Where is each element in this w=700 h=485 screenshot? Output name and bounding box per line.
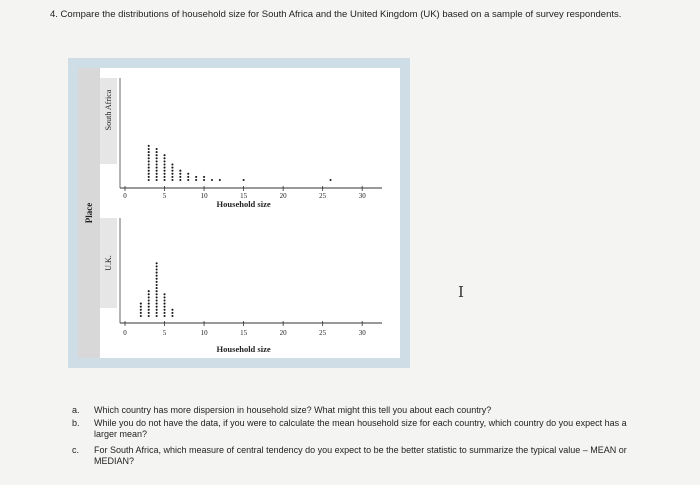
data-dot <box>156 160 158 162</box>
data-dot <box>140 315 142 317</box>
data-dot <box>171 309 173 311</box>
x-tick-label: 25 <box>319 329 327 337</box>
data-dot <box>148 163 150 165</box>
question-text: 4. Compare the distributions of household size for South Africa and the United Kingdom (UK) based on a sample of survey respondents. <box>50 9 622 20</box>
data-dot <box>156 309 158 311</box>
data-dot <box>156 167 158 169</box>
data-dot <box>163 154 165 156</box>
data-dot <box>163 170 165 172</box>
data-dot <box>163 173 165 175</box>
data-dot <box>156 315 158 317</box>
subquestion-a-marker: a. <box>72 405 80 415</box>
data-dot <box>148 290 150 292</box>
data-dot <box>163 293 165 295</box>
x-tick-label: 0 <box>123 329 127 337</box>
data-dot <box>148 306 150 308</box>
data-dot <box>171 173 173 175</box>
data-dot <box>156 293 158 295</box>
data-dot <box>330 179 332 181</box>
data-dot <box>163 309 165 311</box>
x-tick-label: 15 <box>240 192 248 200</box>
x-tick-label: 15 <box>240 329 248 337</box>
x-tick-label: 20 <box>279 192 287 200</box>
subquestion-a-text: Which country has more dispersion in household size? What might this tell you about each country? <box>94 405 492 415</box>
text-cursor-icon: I <box>458 283 464 301</box>
data-dot <box>148 309 150 311</box>
subquestion-a <box>72 405 632 416</box>
data-dot <box>156 154 158 156</box>
data-dot <box>187 173 189 175</box>
data-dot <box>148 312 150 314</box>
data-dot <box>156 306 158 308</box>
data-dot <box>156 278 158 280</box>
subquestion-c-text: For South Africa, which measure of central tendency do you expect to be the better statistic to summarize the typical value – MEAN or MEDIAN? <box>94 445 627 466</box>
data-dot <box>156 163 158 165</box>
data-dot <box>179 173 181 175</box>
x-tick-label: 10 <box>200 192 208 200</box>
data-dot <box>171 312 173 314</box>
data-dot <box>243 179 245 181</box>
x-tick-label: 5 <box>162 329 167 337</box>
data-dot <box>219 179 221 181</box>
x-tick-label: 10 <box>200 329 208 337</box>
data-dot <box>156 299 158 301</box>
x-axis-label: Household size <box>216 344 271 354</box>
data-dot <box>156 290 158 292</box>
data-dot <box>163 303 165 305</box>
data-dot <box>156 262 158 264</box>
data-dot <box>171 163 173 165</box>
data-dot <box>156 303 158 305</box>
data-dot <box>163 296 165 298</box>
data-dot <box>140 312 142 314</box>
dot-plot-figure <box>68 58 410 368</box>
data-dot <box>156 179 158 181</box>
data-dot <box>187 176 189 178</box>
data-dot <box>195 176 197 178</box>
data-dot <box>156 272 158 274</box>
x-tick-label: 30 <box>358 329 366 337</box>
data-dot <box>211 179 213 181</box>
data-dot <box>148 176 150 178</box>
data-dot <box>156 157 158 159</box>
x-tick-label: 5 <box>162 192 167 200</box>
data-dot <box>148 151 150 153</box>
data-dot <box>163 176 165 178</box>
data-dot <box>156 173 158 175</box>
data-dot <box>171 176 173 178</box>
data-dot <box>163 299 165 301</box>
x-tick-label: 20 <box>279 329 287 337</box>
data-dot <box>179 176 181 178</box>
data-dot <box>140 309 142 311</box>
data-dot <box>148 315 150 317</box>
x-tick-label: 25 <box>319 192 327 200</box>
data-dot <box>171 170 173 172</box>
plot-background <box>78 68 400 358</box>
data-dot <box>148 170 150 172</box>
data-dot <box>156 268 158 270</box>
data-dot <box>171 167 173 169</box>
data-dot <box>148 167 150 169</box>
data-dot <box>171 315 173 317</box>
subquestion-b-text: While you do not have the data, if you were to calculate the mean household size for each country, which country do you expect has a larger mean? <box>94 418 627 439</box>
data-dot <box>148 179 150 181</box>
data-dot <box>148 157 150 159</box>
data-dot <box>156 287 158 289</box>
data-dot <box>148 154 150 156</box>
panel-name: U.K. <box>104 255 113 271</box>
data-dot <box>195 179 197 181</box>
data-dot <box>156 265 158 267</box>
x-tick-label: 0 <box>123 192 127 200</box>
data-dot <box>156 281 158 283</box>
data-dot <box>163 179 165 181</box>
data-dot <box>179 179 181 181</box>
data-dot <box>156 148 158 150</box>
subquestion-c-marker: c. <box>72 445 80 455</box>
x-axis-label: Household size <box>216 199 271 209</box>
subquestion-b-marker: b. <box>72 418 80 428</box>
data-dot <box>148 293 150 295</box>
data-dot <box>148 173 150 175</box>
facet-label: Place <box>84 202 94 224</box>
data-dot <box>148 303 150 305</box>
data-dot <box>163 160 165 162</box>
data-dot <box>156 275 158 277</box>
subquestion-c <box>72 445 632 467</box>
data-dot <box>140 303 142 305</box>
data-dot <box>148 296 150 298</box>
dot-plot-chart <box>68 58 410 368</box>
data-dot <box>140 306 142 308</box>
data-dot <box>156 296 158 298</box>
data-dot <box>179 170 181 172</box>
data-dot <box>171 179 173 181</box>
panel-name: South Africa <box>104 89 113 131</box>
data-dot <box>203 176 205 178</box>
data-dot <box>163 163 165 165</box>
data-dot <box>163 157 165 159</box>
data-dot <box>148 145 150 147</box>
data-dot <box>156 176 158 178</box>
data-dot <box>187 179 189 181</box>
data-dot <box>156 151 158 153</box>
data-dot <box>148 299 150 301</box>
data-dot <box>163 315 165 317</box>
subquestion-b <box>72 418 632 440</box>
data-dot <box>203 179 205 181</box>
data-dot <box>163 306 165 308</box>
data-dot <box>148 148 150 150</box>
data-dot <box>156 312 158 314</box>
data-dot <box>156 170 158 172</box>
data-dot <box>163 167 165 169</box>
data-dot <box>148 160 150 162</box>
data-dot <box>156 284 158 286</box>
x-tick-label: 30 <box>358 192 366 200</box>
data-dot <box>163 312 165 314</box>
